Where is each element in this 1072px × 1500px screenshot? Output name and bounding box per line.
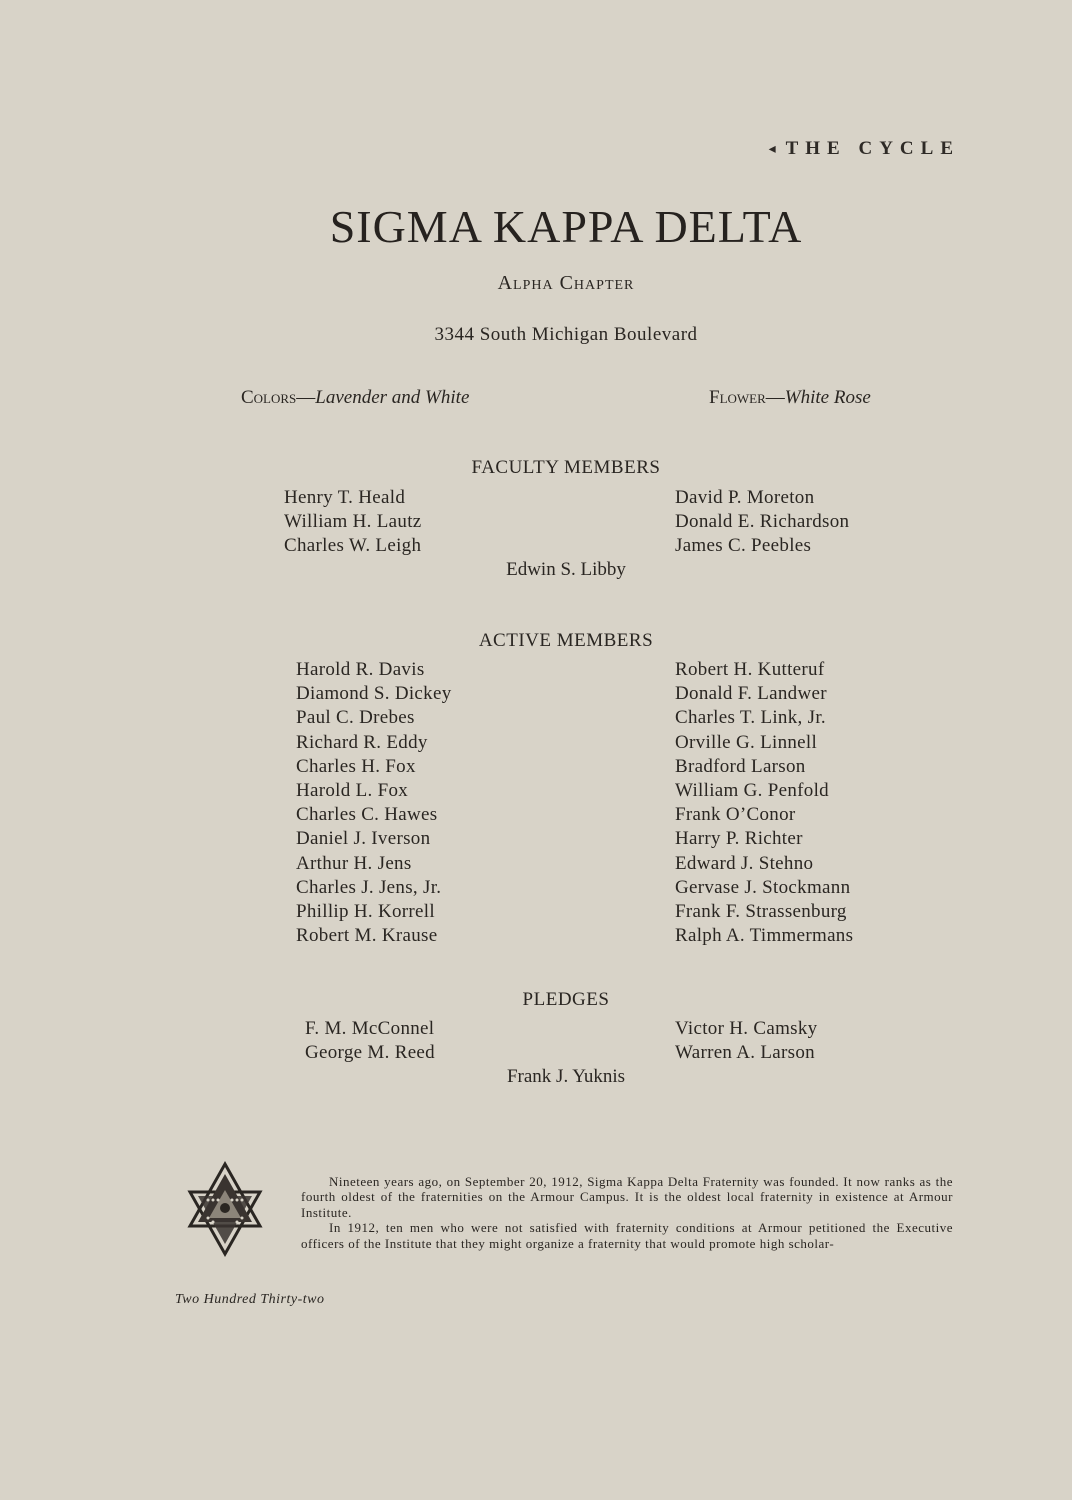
active-member: Orville G. Linnell — [675, 731, 818, 753]
active-member: Frank F. Strassenburg — [675, 901, 847, 923]
faculty-member: Charles W. Leigh — [284, 535, 422, 557]
faculty-member: David P. Moreton — [675, 487, 815, 508]
active-member: Donald F. Landwer — [675, 683, 827, 705]
active-member: Bradford Larson — [675, 755, 806, 777]
flower-label: Flower — [709, 387, 766, 408]
flower-value: White Rose — [784, 387, 871, 408]
page-title: SIGMA KAPPA DELTA — [329, 201, 803, 252]
faculty-heading: FACULTY MEMBERS — [471, 457, 661, 478]
address: 3344 South Michigan Boulevard — [434, 324, 698, 345]
faculty-member: William H. Lautz — [284, 511, 422, 533]
running-head-text: THE CYCLE — [785, 138, 960, 159]
flower-line — [709, 387, 871, 409]
flower-dash: — — [765, 387, 785, 408]
pledges-left-column — [305, 1017, 435, 1065]
active-member: Charles J. Jens, Jr. — [296, 876, 442, 898]
active-member: Harry P. Richter — [675, 828, 803, 850]
active-member: Robert M. Krause — [296, 925, 438, 947]
active-member: Arthur H. Jens — [296, 852, 412, 874]
active-member: Phillip H. Korrell — [296, 901, 435, 923]
active-member: Gervase J. Stockmann — [675, 876, 851, 898]
active-member: Daniel J. Iverson — [296, 828, 431, 850]
running-head — [769, 138, 960, 160]
faculty-member: Donald E. Richardson — [675, 511, 850, 533]
star-of-david-crest-icon — [186, 1160, 264, 1258]
active-member: Ralph A. Timmermans — [675, 925, 854, 947]
active-member: Richard R. Eddy — [296, 731, 428, 753]
faculty-right-column — [675, 486, 849, 559]
active-member: Frank O’Conor — [675, 804, 796, 826]
active-member: Paul C. Drebes — [296, 707, 415, 729]
active-member: Edward J. Stehno — [675, 852, 814, 874]
triangle-left-icon: ◂ — [768, 141, 776, 157]
active-member: Harold R. Davis — [296, 659, 425, 680]
active-member: Robert H. Kutteruf — [675, 659, 825, 680]
history-paragraph-2: In 1912, ten men who were not satisfied with fraternity conditions at Armour petitioned the Executive officers of the Institute that they might organize a fraternity that would promote high scholar- — [301, 1220, 953, 1251]
active-member: Diamond S. Dickey — [296, 683, 452, 705]
colors-label: Colors — [241, 387, 297, 408]
faculty-center-member: Edwin S. Libby — [506, 559, 626, 580]
colors-dash: — — [296, 387, 316, 408]
pledges-center-member: Frank J. Yuknis — [506, 1066, 626, 1087]
pledge-member: George M. Reed — [305, 1042, 435, 1064]
page-number: Two Hundred Thirty-two — [175, 1292, 325, 1307]
active-member: William G. Penfold — [675, 780, 829, 802]
chapter-name: Alpha Chapter — [497, 272, 635, 294]
pledges-heading: PLEDGES — [522, 989, 610, 1010]
pledges-right-column — [675, 1017, 817, 1065]
faculty-member: James C. Peebles — [675, 535, 812, 557]
pledge-member: F. M. McConnel — [305, 1018, 435, 1039]
faculty-member: Henry T. Heald — [284, 487, 406, 508]
active-right-column — [675, 658, 853, 948]
active-member: Charles H. Fox — [296, 755, 416, 777]
colors-line — [241, 387, 469, 409]
active-member: Charles C. Hawes — [296, 804, 438, 826]
active-member: Charles T. Link, Jr. — [675, 707, 826, 729]
active-left-column — [296, 658, 452, 948]
pledge-member: Warren A. Larson — [675, 1042, 815, 1064]
history-text — [301, 1174, 953, 1251]
active-heading: ACTIVE MEMBERS — [478, 630, 654, 651]
history-paragraph-1: Nineteen years ago, on September 20, 1912, Sigma Kappa Delta Fraternity was founded. It now ranks as the fourth oldest of the fraternities on the Armour Campus. It is the oldest local fraternity in existence at Armour Institute. — [301, 1174, 953, 1220]
colors-value: Lavender and White — [315, 387, 470, 408]
pledge-member: Victor H. Camsky — [675, 1018, 818, 1039]
faculty-left-column — [284, 486, 422, 559]
active-member: Harold L. Fox — [296, 780, 409, 802]
